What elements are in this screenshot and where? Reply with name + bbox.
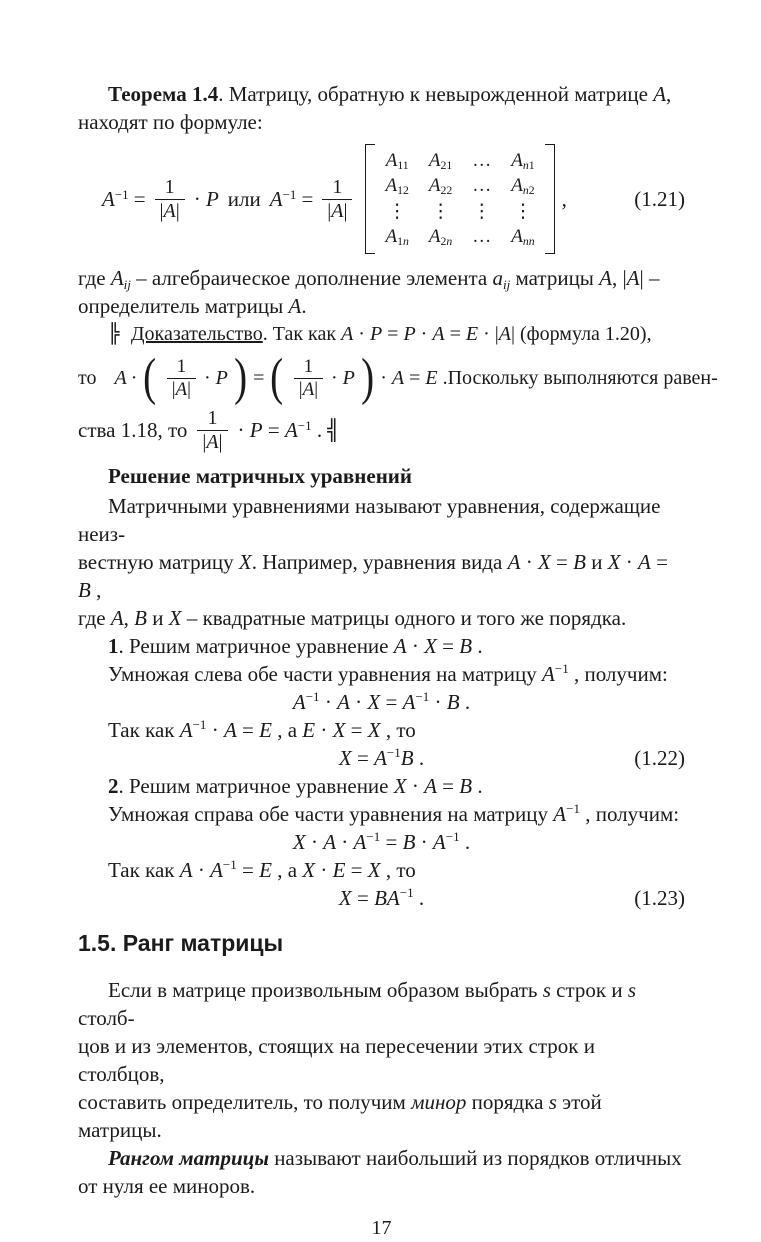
- proof-display-line: [78, 349, 718, 407]
- proof-end-expression: · $P = A^{-1}$ . ╣: [237, 417, 340, 443]
- equation-number-1-23: (1.23): [634, 885, 685, 910]
- step-1-paragraph: 1. Решим матричное уравнение A · X = B .: [108, 633, 483, 658]
- proof-final-line: [78, 407, 685, 454]
- matrix-cell: A1n: [385, 226, 409, 249]
- since-paragraph-2: Так как $A \cdot A^{-1} = E$ , а X · E = X , то: [108, 857, 416, 882]
- solutions-intro-paragraph: Матричными уравнениями называют уравнения, содержащие неиз- вестную матрицу X. Например, уравнения вида A · X = B и X · A = B , где A, B и X – квадратные матрицы одного и того же порядка.: [78, 493, 668, 630]
- matrix-cell: …: [472, 175, 492, 196]
- dot-operator: ·: [130, 367, 138, 390]
- equation-body: $X = A^{-1}B$ .: [338, 745, 425, 770]
- equation-1-23: [78, 884, 685, 912]
- equation-body: $A^{-1} \cdot A \cdot X = A^{-1} \cdot B$ .: [292, 689, 471, 714]
- matrix-grid: [375, 144, 544, 254]
- matrix-cell: A12: [385, 175, 409, 198]
- matrix-cell: An2: [511, 175, 535, 198]
- a-symbol: A: [114, 367, 127, 390]
- page-number: 17: [371, 1216, 392, 1239]
- matrix-cell: A2n: [428, 226, 453, 249]
- multiply-right-paragraph: Умножая справа обе части уравнения на матрицу $A^{-1}$ , получим:: [108, 801, 680, 826]
- fraction-one-over-det-a: $\frac{1}{|A|}$: [322, 176, 352, 223]
- where-paragraph: где Aij – алгебраическое дополнение элемента aij матрицы A, |A| – определитель матрицы A.: [78, 266, 660, 318]
- matrix-cell: A11: [385, 150, 409, 173]
- dot-p-term: · P: [331, 367, 355, 390]
- equation-body: $X = BA^{-1}$ .: [338, 885, 425, 910]
- proof-paragraph: ╠ Доказательство. Так как A · P = P · A = E · |A| (формула 1.20),: [108, 323, 652, 345]
- stva-text: ства 1.18, то: [78, 418, 188, 443]
- comma: ,: [561, 187, 567, 211]
- fraction-one-over-det-a: $\frac{1}{|A|}$: [155, 176, 185, 223]
- rank-paragraph-1: Если в матрице произвольным образом выбрать s строк и s столб- цов и из элементов, стоящих на пересечении этих строк и столбцов, составить определитель, то получим минор порядка s этой матрицы.: [78, 977, 637, 1142]
- dot-p-term: · P: [203, 367, 228, 390]
- inverse-a-symbol: $A^{-1}$: [102, 186, 129, 211]
- equation-number-1-22: (1.22): [634, 745, 685, 770]
- since-paragraph-1: Так как $A^{-1} \cdot A = E$ , а E · X = X , то: [108, 717, 416, 742]
- matrix-cell: …: [472, 226, 492, 247]
- matrix-bracket-left: [365, 144, 375, 254]
- equation-xa-a-inv: [78, 828, 685, 856]
- formula-1-21-equation: [102, 144, 567, 254]
- section-heading-rank: 1.5. Ранг матрицы: [78, 929, 284, 956]
- matrix-cell: ⋮: [387, 200, 407, 222]
- formula-1-21: [102, 144, 685, 254]
- tail-expression: · A = E .: [380, 367, 448, 390]
- or-word: или: [227, 187, 261, 211]
- proof-continuation-text: Поскольку выполняются равен-: [447, 367, 718, 390]
- theorem-paragraph: Теорема 1.4. Матрицу, обратную к невырожденной матрице A, находят по формуле:: [78, 82, 672, 134]
- matrix-cell: ⋮: [431, 200, 451, 222]
- proof-display-math: то A · ( $\frac{1}{|A|}$ · P ) = ( $\frac{1}{|A|}$ · P ) · A = E .: [78, 349, 448, 407]
- fraction-one-over-det-a: $\frac{1}{|A|}$: [167, 356, 196, 401]
- to-word: то: [78, 367, 97, 390]
- matrix-cell: A21: [428, 150, 453, 173]
- matrix-cell: Ann: [511, 226, 535, 249]
- fraction-one-over-det-a: $\frac{1}{|A|}$: [294, 356, 323, 401]
- matrix-cell: ⋮: [513, 200, 533, 222]
- equation-body: $X \cdot A \cdot A^{-1} = B \cdot A^{-1}$ .: [292, 829, 471, 854]
- dot-p-term: · P: [193, 187, 219, 211]
- matrix-bracket-right: [545, 144, 555, 254]
- equals-sign: =: [253, 367, 265, 390]
- matrix-cell: An1: [511, 150, 535, 173]
- solutions-heading: Решение матричных уравнений: [108, 463, 412, 488]
- inverse-a-symbol: $A^{-1}$: [269, 186, 297, 211]
- equals-sign: =: [133, 187, 146, 211]
- equation-a-inv-ax: [78, 688, 685, 716]
- matrix-cell: A22: [428, 175, 453, 198]
- rank-paragraph-2: Рангом матрицы называют наибольший из порядков отличных от нуля ее миноров.: [78, 1145, 682, 1198]
- step-2-paragraph: 2. Решим матричное уравнение X · A = B .: [108, 773, 483, 798]
- multiply-left-paragraph: Умножая слева обе части уравнения на матрицу $A^{-1}$ , получим:: [108, 661, 668, 686]
- fraction-one-over-det-a: $\frac{1}{|A|}$: [197, 407, 227, 454]
- matrix-cell: …: [472, 150, 492, 171]
- matrix-cell: ⋮: [472, 200, 492, 222]
- equals-sign: =: [301, 187, 314, 211]
- equation-number-1-21: (1.21): [634, 187, 685, 211]
- adjugate-matrix: [365, 144, 554, 254]
- equation-1-22: [78, 744, 685, 772]
